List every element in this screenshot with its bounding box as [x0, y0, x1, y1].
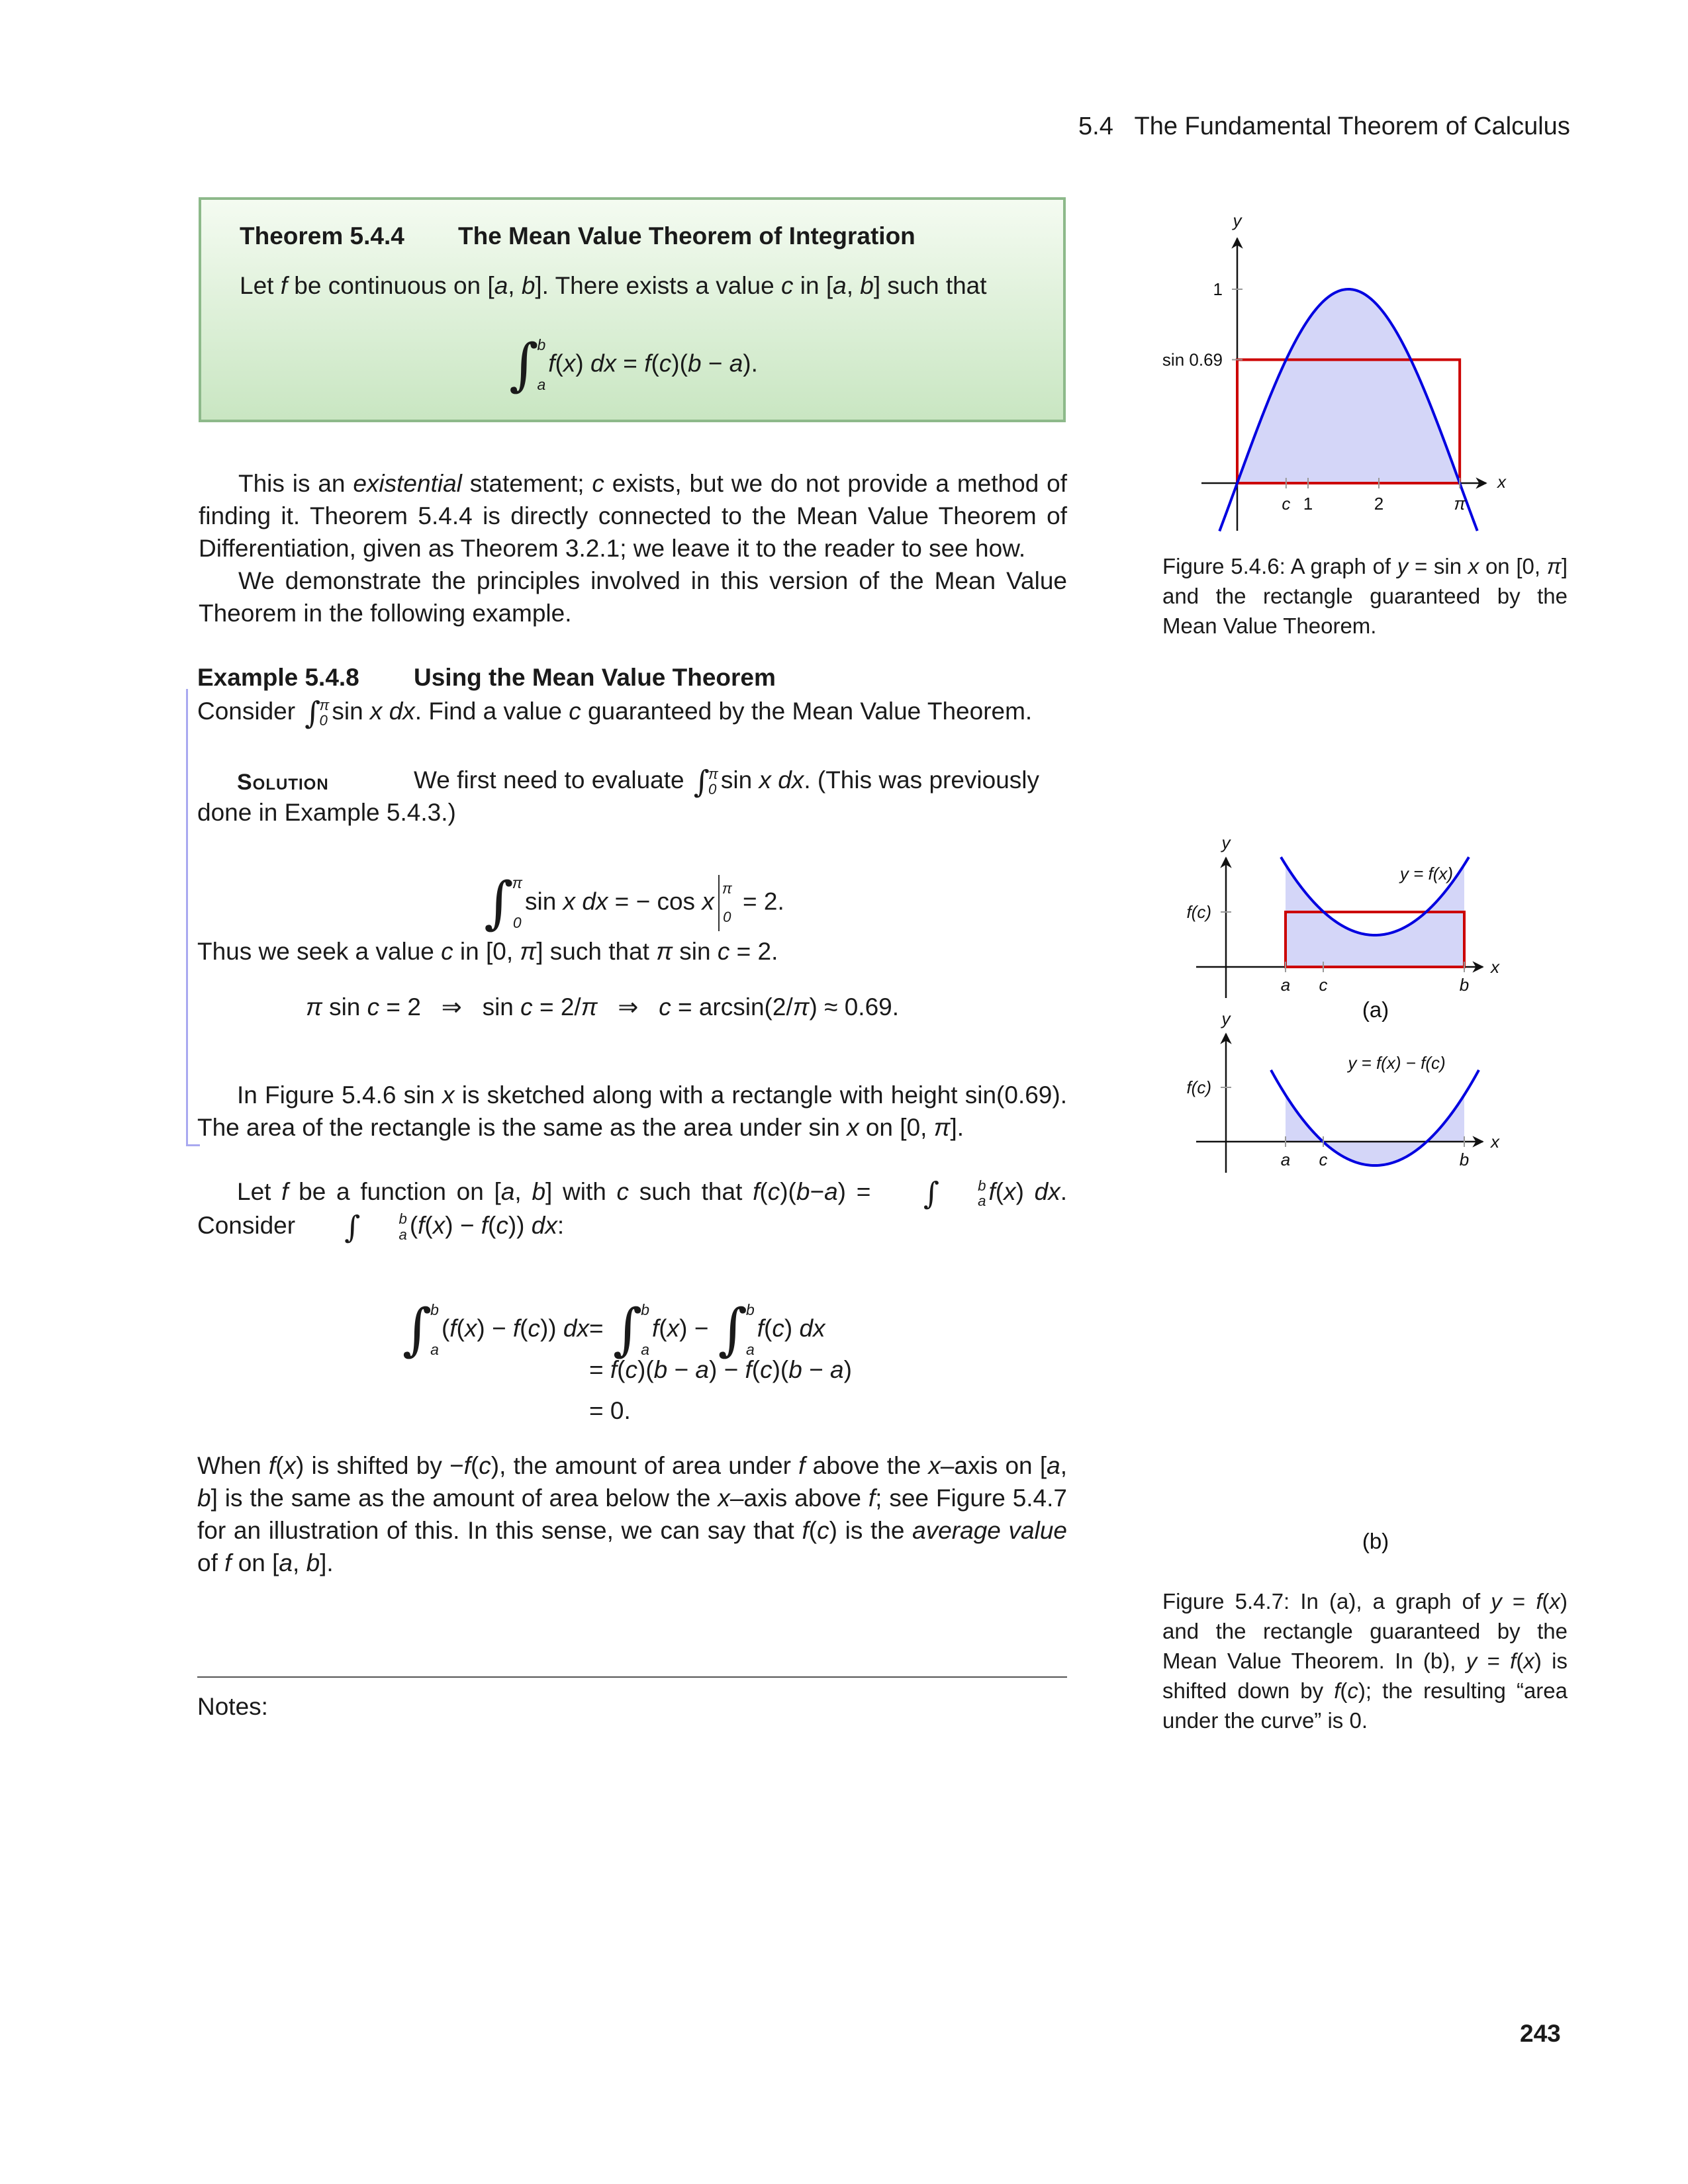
text-run: ) − [679, 1314, 716, 1342]
math-italic: f [988, 1178, 996, 1205]
text-run: ( [651, 349, 659, 377]
math-italic: x [432, 1211, 445, 1239]
text-run: ( [409, 1211, 418, 1239]
math-italic: c [659, 993, 671, 1021]
math-italic: π [656, 938, 673, 965]
math-italic: f [757, 1314, 764, 1342]
text-run: ) is shifted by − [296, 1452, 464, 1479]
upper-limit: b [745, 1301, 755, 1318]
upper-limit: π [722, 880, 732, 897]
math-italic: f [224, 1549, 232, 1576]
text-run: be continuous on [ [287, 272, 494, 299]
text-run: ]. [320, 1549, 334, 1576]
math-italic: a [824, 1178, 838, 1205]
integral-symbol-icon: ∫ [402, 1297, 432, 1363]
math-italic: y [1397, 554, 1409, 578]
text-run: ) and the rectangle guaranteed by the Mean Value Theorem. In (b), [1162, 1589, 1568, 1673]
text-run: of [197, 1549, 225, 1576]
text-run: ( [456, 1314, 465, 1342]
math-italic: existential [353, 470, 462, 497]
math-italic: b [796, 1178, 810, 1205]
text-run: , [1060, 1452, 1068, 1479]
math-italic: f [280, 272, 287, 299]
math-italic: c [659, 349, 672, 377]
area-under-curve [1237, 289, 1460, 483]
text-run: on [0, [859, 1114, 934, 1141]
math-italic: c [616, 1178, 630, 1205]
y-tick-label-fc: f(c) [1186, 902, 1211, 922]
text-run: ), the amount of area under [491, 1452, 799, 1479]
notes-label: Notes: [197, 1693, 268, 1720]
math-italic: c [441, 938, 453, 965]
math-italic: b [860, 272, 874, 299]
upper-limit: b [641, 1301, 649, 1318]
x-axis-label: x [1491, 1132, 1499, 1152]
text-run: ] is the same as the amount of area below the [211, 1484, 718, 1512]
math-italic: f [610, 1356, 618, 1383]
text-run: : [557, 1211, 565, 1239]
text-run: ] and the rectangle guaranteed by the Mean Value Theorem. [1162, 554, 1568, 638]
text-run: Consider [197, 698, 303, 725]
math-italic: x dx [369, 698, 415, 725]
math-italic: x [464, 1314, 477, 1342]
text-run: ] with [545, 1178, 617, 1205]
math-italic: x [1549, 1589, 1560, 1614]
lower-limit: a [978, 1193, 986, 1210]
text-run: − [701, 349, 729, 377]
text-run: ( [520, 1314, 528, 1342]
upper-limit: b [430, 1301, 439, 1318]
math-italic: f [463, 1452, 471, 1479]
text-run: be a function on [ [288, 1178, 501, 1205]
math-italic: x [563, 349, 576, 377]
text-run: ( [764, 1314, 773, 1342]
text-run: , [514, 1178, 532, 1205]
integral-symbol-icon: ∫ [693, 764, 710, 800]
math-italic: c [767, 1178, 780, 1205]
theorem-number: Theorem 5.4.4 [240, 222, 404, 250]
math-italic: x dx [759, 766, 804, 794]
math-italic: x [702, 887, 714, 915]
text-run: )) [539, 1314, 563, 1342]
math-italic: average value [912, 1517, 1067, 1544]
lower-limit: a [745, 1340, 755, 1358]
math-italic: dx [590, 349, 617, 377]
x-tick-label-b: b [1459, 975, 1470, 995]
x-tick-label: 2 [1374, 494, 1384, 514]
text-run: ]. There exists a value [535, 272, 781, 299]
upper-limit: π [319, 696, 330, 713]
text-run: ( [275, 1452, 284, 1479]
math-italic: f [753, 1178, 760, 1205]
x-tick-label-c: c [1319, 1150, 1328, 1169]
text-run: on [0, [1479, 554, 1547, 578]
math-italic: b [197, 1484, 211, 1512]
math-italic: f [644, 349, 651, 377]
math-italic: c [479, 1452, 491, 1479]
math-italic: x [928, 1452, 941, 1479]
text-run: ( [1542, 1589, 1550, 1614]
integral-symbol-icon: ∫ [923, 1175, 940, 1212]
math-italic: f [1334, 1678, 1340, 1703]
text-run: sin [524, 887, 563, 915]
math-italic: a [729, 349, 743, 377]
math-italic: y [1491, 1589, 1502, 1614]
text-run: = − cos [608, 887, 702, 915]
math-italic: π [1546, 554, 1562, 578]
text-run: –axis on [ [940, 1452, 1047, 1479]
text-run: )) [508, 1211, 532, 1239]
math-italic: f [281, 1178, 289, 1205]
math-italic: a [500, 1178, 515, 1205]
text-run: Let [237, 1178, 282, 1205]
text-run: is sketched along with a rectangle with height sin(0.69). The area of the rectangle is the same as the area under sin [197, 1081, 1067, 1141]
math-italic: π [581, 993, 598, 1021]
upper-limit: b [978, 1177, 986, 1194]
math-italic: b [653, 1356, 668, 1383]
text-run: –axis above [729, 1484, 868, 1512]
math-italic: c [625, 1356, 637, 1383]
text-run: ( [555, 349, 563, 377]
math-italic: b [788, 1356, 802, 1383]
text-run: . Consider [197, 1178, 1068, 1239]
text-run: ( [424, 1211, 433, 1239]
math-italic: c [528, 1314, 540, 1342]
math-italic: c [717, 938, 730, 965]
math-italic: π [933, 1114, 951, 1141]
text-run: , [293, 1549, 306, 1576]
math-italic: x [718, 1484, 730, 1512]
math-italic: c [569, 698, 581, 725]
text-run: ( [441, 1314, 450, 1342]
text-run: = 2/ [532, 993, 581, 1021]
upper-limit: π [708, 765, 718, 782]
text-run: − [667, 1356, 696, 1383]
text-run: ( [488, 1211, 496, 1239]
math-italic: f [868, 1484, 876, 1512]
text-run: When [197, 1452, 269, 1479]
text-run: Thus we seek a value [197, 938, 442, 965]
section-title: The Fundamental Theorem of Calculus [1134, 113, 1570, 140]
math-italic: dx [799, 1314, 825, 1342]
text-run: Figure 5.4.6: A graph of [1162, 554, 1397, 578]
math-italic: a [830, 1356, 844, 1383]
math-italic: a [494, 272, 508, 299]
text-run: ] such that [536, 938, 657, 965]
text-run: guaranteed by the Mean Value Theorem. [581, 698, 1033, 725]
text-run: above the [805, 1452, 929, 1479]
text-run: = arcsin(2/ [671, 993, 793, 1021]
math-italic: f [652, 1314, 659, 1342]
text-run: such that [629, 1178, 753, 1205]
subfigure-label: (a) [1362, 997, 1389, 1022]
text-run: = [1477, 1649, 1511, 1673]
text-run: = 2. [735, 887, 784, 915]
text-run: ( [470, 1452, 479, 1479]
math-italic: π [306, 993, 322, 1021]
x-tick-label: 1 [1303, 494, 1313, 514]
text-run: ) is the [829, 1517, 913, 1544]
figure-5-4-7a [1186, 833, 1500, 1022]
text-run: − [802, 1356, 830, 1383]
figure-5-4-7b [1186, 1009, 1500, 1553]
text-run: statement; [461, 470, 592, 497]
text-run: )( [780, 1178, 796, 1205]
math-italic: f [798, 1452, 806, 1479]
math-italic: y [1466, 1649, 1477, 1673]
text-run: ] such that [873, 272, 987, 299]
lower-limit: a [641, 1340, 649, 1358]
text-run: . (This was previously [804, 766, 1040, 794]
text-run: )( [637, 1356, 654, 1383]
lower-limit: 0 [708, 781, 717, 798]
math-italic: x [442, 1081, 455, 1109]
curve-label: y = f(x) [1399, 864, 1454, 884]
lower-limit: 0 [512, 913, 522, 931]
text-run: ) − [445, 1211, 481, 1239]
lower-limit: a [399, 1226, 407, 1243]
text-run: ). [743, 349, 758, 377]
text-run: We demonstrate the principles involved in this version of the Mean Value Theorem in the following example. [199, 567, 1067, 627]
math-italic: dx [563, 1314, 589, 1342]
page-number: 243 [1520, 2020, 1561, 2047]
text-run: ( [751, 1356, 761, 1383]
upper-limit: π [512, 874, 522, 891]
text-run: This is an [238, 470, 353, 497]
math-italic: b [306, 1549, 320, 1576]
text-run: = [616, 349, 645, 377]
text-run: ) [843, 1356, 852, 1383]
math-italic: x [283, 1452, 296, 1479]
text-run: in [ [793, 272, 833, 299]
text-run: sin [322, 993, 367, 1021]
text-run: = sin [1408, 554, 1468, 578]
text-run: ( [1340, 1678, 1348, 1703]
text-run: = 2. [729, 938, 778, 965]
y-tick-label: sin 0.69 [1162, 349, 1223, 370]
math-italic: c [780, 272, 794, 299]
math-italic: c [760, 1356, 773, 1383]
text-run: ]. [950, 1114, 964, 1141]
text-run: Figure 5.4.7: In (a), a graph of [1162, 1589, 1491, 1614]
text-run: ( [995, 1178, 1004, 1205]
text-run: , [846, 272, 861, 299]
math-italic: f [481, 1211, 489, 1239]
figure-5-4-6 [1162, 210, 1507, 531]
curve-label: y = f(x) − f(c) [1348, 1053, 1446, 1073]
lower-limit: a [430, 1340, 439, 1358]
example-title: Using the Mean Value Theorem [414, 664, 776, 691]
math-italic: c [592, 470, 604, 497]
text-run: Let [240, 272, 281, 299]
integral-symbol-icon: ∫ [484, 870, 514, 936]
text-run: )( [671, 349, 688, 377]
x-tick-label: π [1454, 494, 1466, 514]
integral-symbol-icon: ∫ [718, 1297, 747, 1363]
theorem-title: The Mean Value Theorem of Integration [458, 222, 915, 250]
text-run: exists, but we do not provide a method of finding it. Theorem 5.4.4 is directly connected to the Mean Value Theorem of Differentiation, given as Theorem 3.2.1; we leave it to the reader to see how. [199, 470, 1067, 562]
math-italic: dx [531, 1211, 557, 1239]
example-number: Example 5.4.8 [197, 664, 359, 691]
math-italic: b [687, 349, 702, 377]
text-run: . Find a value [414, 698, 569, 725]
math-italic: b [532, 1178, 546, 1205]
math-italic: a [1047, 1452, 1060, 1479]
math-italic: x [667, 1314, 680, 1342]
text-run: In Figure 5.4.6 sin [237, 1081, 443, 1109]
math-italic: c [520, 993, 533, 1021]
integral-symbol-icon: ∫ [612, 1297, 643, 1363]
math-italic: f [449, 1314, 457, 1342]
text-run: ) [1015, 1178, 1035, 1205]
upper-limit: b [399, 1210, 407, 1228]
math-italic: f [802, 1517, 809, 1544]
text-run: = [589, 1356, 610, 1383]
y-axis-label: y [1221, 1009, 1231, 1028]
math-italic: f [548, 349, 555, 377]
text-run: ( [1516, 1649, 1524, 1673]
text-run: on [ [231, 1549, 279, 1576]
text-run: We first need to evaluate [414, 766, 691, 794]
x-tick-label-a: a [1280, 1150, 1291, 1169]
solution-label: Solution [237, 770, 329, 795]
y-tick-label: 1 [1213, 279, 1223, 299]
text-run: sin [673, 938, 718, 965]
math-italic: dx [1034, 1178, 1060, 1205]
section-number: 5.4 [1078, 113, 1113, 140]
x-axis-label: x [1491, 957, 1499, 977]
text-run: ) ≈ 0.69. [809, 993, 900, 1021]
text-run: sin [332, 698, 370, 725]
math-italic: x [1004, 1178, 1016, 1205]
math-italic: a [833, 272, 847, 299]
integral-symbol-icon: ∫ [305, 695, 321, 731]
text-run: ) − [477, 1314, 513, 1342]
lower-limit: 0 [319, 712, 328, 729]
math-italic: f [418, 1211, 425, 1239]
math-italic: f [512, 1314, 520, 1342]
math-italic: x dx [563, 887, 608, 915]
math-italic: a [695, 1356, 709, 1383]
text-run: ; see Figure 5.4.7 for an illustration of this. In this sense, we can say that [197, 1484, 1067, 1544]
x-tick-label-c: c [1319, 975, 1328, 995]
text-run: ) [575, 349, 590, 377]
y-tick-label-fc: f(c) [1186, 1077, 1211, 1097]
text-run: ⇒ [597, 993, 659, 1021]
lower-limit: a [537, 375, 546, 393]
text-run: in [0, [453, 938, 520, 965]
text-run: = 0. [589, 1397, 631, 1424]
text-run: = [589, 1314, 610, 1342]
y-axis-label: y [1221, 833, 1231, 852]
math-italic: π [520, 938, 537, 965]
text-run: ( [759, 1178, 768, 1205]
math-italic: b [521, 272, 536, 299]
x-axis-label: x [1497, 472, 1506, 492]
subfigure-label: (b) [1362, 1529, 1389, 1553]
upper-limit: b [537, 336, 546, 353]
integral-symbol-icon: ∫ [344, 1208, 361, 1245]
math-italic: c [496, 1211, 508, 1239]
text-run: done in Example 5.4.3.) [197, 799, 456, 826]
math-italic: f [1510, 1649, 1517, 1673]
math-italic: x [847, 1114, 859, 1141]
x-tick-label-b: b [1459, 1150, 1470, 1169]
math-italic: x [1468, 554, 1479, 578]
text-run: ) is shifted down by [1162, 1649, 1568, 1703]
integral-symbol-icon: ∫ [509, 332, 539, 398]
x-tick-label-a: a [1280, 975, 1291, 995]
text-run: = 2 ⇒ sin [379, 993, 521, 1021]
lower-limit: 0 [723, 908, 731, 925]
math-italic: f [268, 1452, 276, 1479]
x-tick-label: c [1282, 494, 1291, 514]
text-run: ) − [708, 1356, 745, 1383]
math-italic: x [1523, 1649, 1534, 1673]
math-italic: c [367, 993, 380, 1021]
math-italic: c [1347, 1678, 1358, 1703]
text-run: ( [617, 1356, 626, 1383]
text-run: − [810, 1178, 825, 1205]
math-italic: c [817, 1517, 829, 1544]
math-italic: a [279, 1549, 293, 1576]
text-run: ( [659, 1314, 667, 1342]
text-run: ) = [837, 1178, 882, 1205]
math-italic: f [745, 1356, 752, 1383]
text-run: , [508, 272, 522, 299]
math-italic: π [792, 993, 810, 1021]
text-run: ); the resulting “area under the curve” is 0. [1162, 1678, 1568, 1733]
math-italic: f [1536, 1589, 1542, 1614]
text-run: sin [720, 766, 759, 794]
text-run: ) [784, 1314, 800, 1342]
y-axis-label: y [1233, 210, 1242, 230]
text-run: ( [808, 1517, 818, 1544]
text-run: = [1501, 1589, 1536, 1614]
math-italic: c [772, 1314, 784, 1342]
text-run: )( [772, 1356, 789, 1383]
